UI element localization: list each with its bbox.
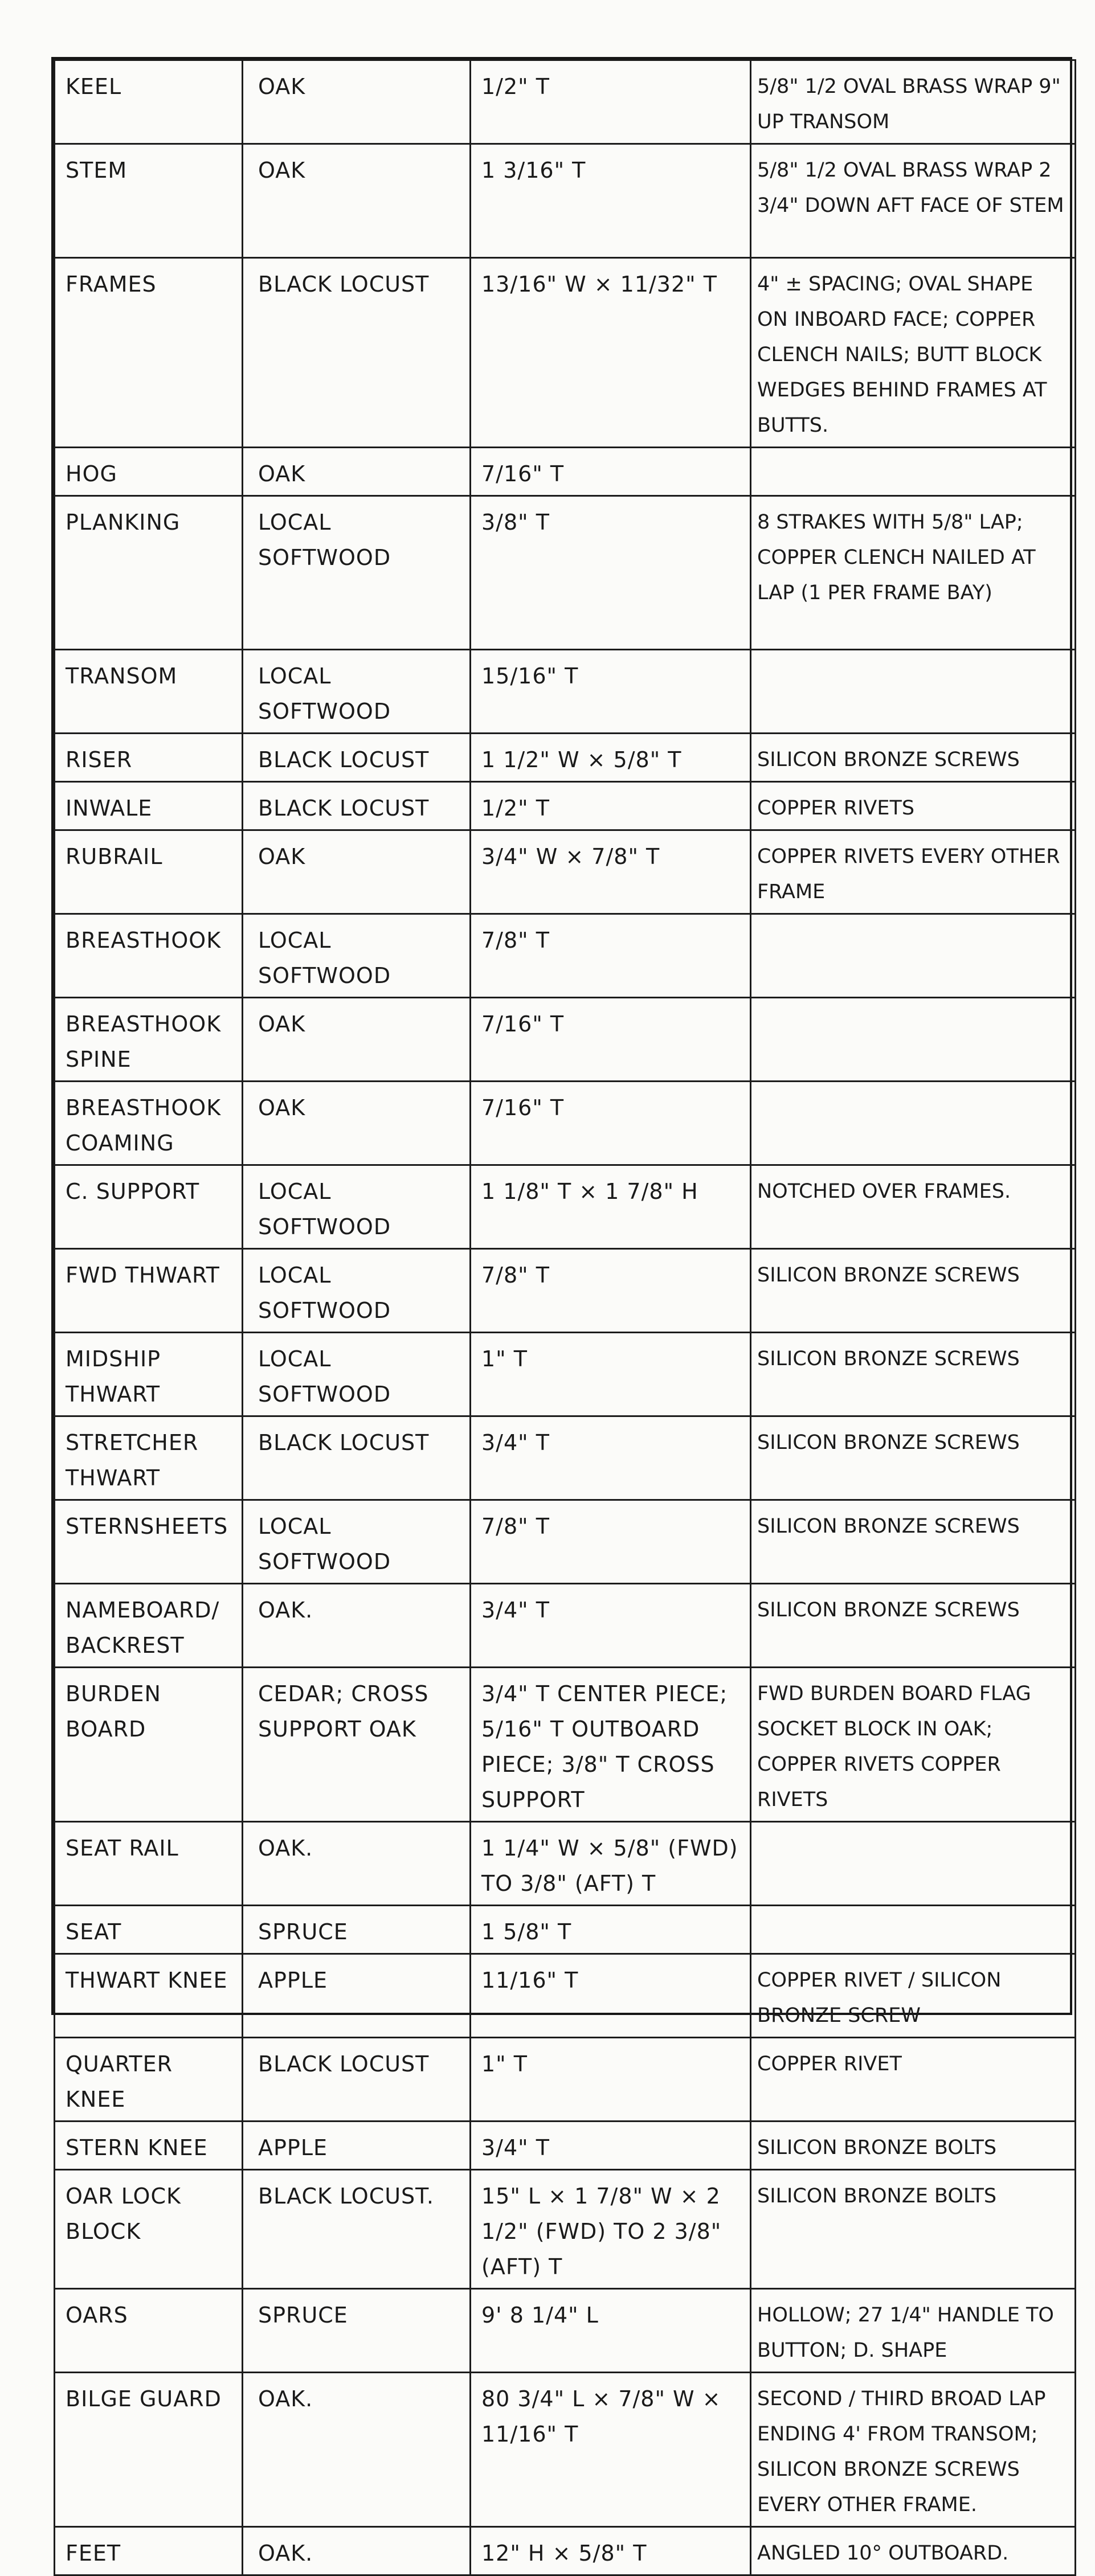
notes-cell: [751, 998, 1076, 1082]
dimensions-cell: 11/16" T: [471, 1954, 751, 2038]
material-cell: CEDAR; CROSS SUPPORT OAK: [243, 1668, 471, 1822]
table-row: [55, 60, 1076, 144]
dimensions-cell: 1" T: [471, 1333, 751, 1416]
notes-cell: [751, 1822, 1076, 1906]
member-cell: STERN KNEE: [55, 2122, 243, 2170]
member-cell: BURDEN BOARD: [55, 1668, 243, 1822]
table-row: [55, 1822, 1076, 1906]
notes-cell: SILICON BRONZE SCREWS: [751, 1584, 1076, 1668]
material-cell: OAK: [243, 60, 471, 144]
notes-cell: SILICON BRONZE SCREWS: [751, 1500, 1076, 1584]
member-cell: C. SUPPORT: [55, 1165, 243, 1249]
member-cell: MIDSHIP THWART: [55, 1333, 243, 1416]
dimensions-cell: 1" T: [471, 2038, 751, 2122]
dimensions-cell: 3/4" T: [471, 1416, 751, 1500]
table-row: [55, 1165, 1076, 1249]
member-cell: TRANSOM: [55, 650, 243, 734]
notes-cell: [751, 1906, 1076, 1954]
member-cell: SEAT RAIL: [55, 1822, 243, 1906]
table-row: [55, 144, 1076, 258]
member-cell: FRAMES: [55, 258, 243, 448]
material-cell: LOCAL SOFTWOOD: [243, 1249, 471, 1333]
material-cell: BLACK LOCUST: [243, 258, 471, 448]
dimensions-cell: 3/8" T: [471, 496, 751, 650]
material-cell: OAK.: [243, 1584, 471, 1668]
notes-cell: 5/8" 1/2 OVAL BRASS WRAP 2 3/4" DOWN AFT FACE OF STEM: [751, 144, 1076, 258]
notes-cell: HOLLOW; 27 1/4" HANDLE TO BUTTON; D. SHAPE: [751, 2289, 1076, 2373]
notes-cell: COPPER RIVET: [751, 2038, 1076, 2122]
dimensions-cell: 7/8" T: [471, 1249, 751, 1333]
material-cell: LOCAL SOFTWOOD: [243, 496, 471, 650]
material-cell: OAK: [243, 998, 471, 1082]
member-cell: NAMEBOARD/ BACKREST: [55, 1584, 243, 1668]
table-row: [55, 2038, 1076, 2122]
member-cell: BREASTHOOK SPINE: [55, 998, 243, 1082]
dimensions-cell: 15" L × 1 7/8" W × 2 1/2" (FWD) TO 2 3/8" (AFT) T: [471, 2170, 751, 2289]
table-row: [55, 1082, 1076, 1165]
table-row: [55, 496, 1076, 650]
member-cell: BREASTHOOK: [55, 914, 243, 998]
material-cell: LOCAL SOFTWOOD: [243, 1500, 471, 1584]
member-cell: FEET: [55, 2527, 243, 2575]
notes-cell: COPPER RIVETS EVERY OTHER FRAME: [751, 830, 1076, 914]
table-row: [55, 2289, 1076, 2373]
table-row: [55, 1668, 1076, 1822]
member-cell: BILGE GUARD: [55, 2373, 243, 2527]
dimensions-cell: 9' 8 1/4" L: [471, 2289, 751, 2373]
table-row: [55, 2122, 1076, 2170]
member-cell: RISER: [55, 734, 243, 782]
table-row: [55, 1906, 1076, 1954]
material-cell: LOCAL SOFTWOOD: [243, 1333, 471, 1416]
dimensions-cell: 7/16" T: [471, 1082, 751, 1165]
material-cell: OAK: [243, 1082, 471, 1165]
member-cell: FWD THWART: [55, 1249, 243, 1333]
material-cell: OAK: [243, 830, 471, 914]
table-row: [55, 830, 1076, 914]
notes-cell: NOTCHED OVER FRAMES.: [751, 1165, 1076, 1249]
table-row: [55, 1584, 1076, 1668]
table-row: [55, 914, 1076, 998]
notes-cell: SILICON BRONZE SCREWS: [751, 1333, 1076, 1416]
dimensions-cell: 7/16" T: [471, 448, 751, 496]
material-cell: BLACK LOCUST: [243, 1416, 471, 1500]
notes-cell: SILICON BRONZE SCREWS: [751, 734, 1076, 782]
member-cell: QUARTER KNEE: [55, 2038, 243, 2122]
material-cell: LOCAL SOFTWOOD: [243, 650, 471, 734]
member-cell: OAR LOCK BLOCK: [55, 2170, 243, 2289]
material-cell: SPRUCE: [243, 2289, 471, 2373]
dimensions-cell: 1/2" T: [471, 60, 751, 144]
member-cell: STRETCHER THWART: [55, 1416, 243, 1500]
material-cell: APPLE: [243, 2122, 471, 2170]
member-cell: KEEL: [55, 60, 243, 144]
scantling-rows: [55, 60, 1076, 2575]
dimensions-cell: 7/8" T: [471, 1500, 751, 1584]
notes-cell: [751, 650, 1076, 734]
member-cell: PLANKING: [55, 496, 243, 650]
notes-cell: SILICON BRONZE SCREWS: [751, 1249, 1076, 1333]
notes-cell: 5/8" 1/2 OVAL BRASS WRAP 9" UP TRANSOM: [751, 60, 1076, 144]
dimensions-cell: 1 3/16" T: [471, 144, 751, 258]
dimensions-cell: 1/2" T: [471, 782, 751, 830]
member-cell: SEAT: [55, 1906, 243, 1954]
table-row: [55, 2373, 1076, 2527]
dimensions-cell: 12" H × 5/8" T: [471, 2527, 751, 2575]
notes-cell: 4" ± SPACING; OVAL SHAPE ON INBOARD FACE; COPPER CLENCH NAILS; BUTT BLOCK WEDGES BEHIND FRAMES AT BUTTS.: [751, 258, 1076, 448]
scantling-table: [54, 59, 1076, 2576]
table-row: [55, 1500, 1076, 1584]
member-cell: INWALE: [55, 782, 243, 830]
dimensions-cell: 3/4" T: [471, 1584, 751, 1668]
material-cell: BLACK LOCUST: [243, 734, 471, 782]
dimensions-cell: 7/16" T: [471, 998, 751, 1082]
table-row: [55, 2170, 1076, 2289]
material-cell: OAK.: [243, 2527, 471, 2575]
material-cell: BLACK LOCUST.: [243, 2170, 471, 2289]
dimensions-cell: 3/4" W × 7/8" T: [471, 830, 751, 914]
member-cell: RUBRAIL: [55, 830, 243, 914]
table-row: [55, 782, 1076, 830]
material-cell: OAK: [243, 448, 471, 496]
member-cell: THWART KNEE: [55, 1954, 243, 2038]
dimensions-cell: 13/16" W × 11/32" T: [471, 258, 751, 448]
notes-cell: SILICON BRONZE SCREWS: [751, 1416, 1076, 1500]
notes-cell: SILICON BRONZE BOLTS: [751, 2122, 1076, 2170]
dimensions-cell: 1 5/8" T: [471, 1906, 751, 1954]
material-cell: BLACK LOCUST: [243, 782, 471, 830]
notes-cell: [751, 448, 1076, 496]
member-cell: OARS: [55, 2289, 243, 2373]
notes-cell: FWD BURDEN BOARD FLAG SOCKET BLOCK IN OAK; COPPER RIVETS COPPER RIVETS: [751, 1668, 1076, 1822]
notes-cell: [751, 1082, 1076, 1165]
material-cell: SPRUCE: [243, 1906, 471, 1954]
table-row: [55, 998, 1076, 1082]
dimensions-cell: 1 1/2" W × 5/8" T: [471, 734, 751, 782]
notes-cell: SILICON BRONZE BOLTS: [751, 2170, 1076, 2289]
member-cell: STERNSHEETS: [55, 1500, 243, 1584]
notes-cell: [751, 914, 1076, 998]
table-row: [55, 1416, 1076, 1500]
table-row: [55, 650, 1076, 734]
dimensions-cell: 1 1/8" T × 1 7/8" H: [471, 1165, 751, 1249]
material-cell: OAK.: [243, 1822, 471, 1906]
member-cell: STEM: [55, 144, 243, 258]
material-cell: LOCAL SOFTWOOD: [243, 1165, 471, 1249]
table-row: [55, 448, 1076, 496]
member-cell: HOG: [55, 448, 243, 496]
dimensions-cell: 1 1/4" W × 5/8" (FWD) TO 3/8" (AFT) T: [471, 1822, 751, 1906]
notes-cell: ANGLED 10° OUTBOARD.: [751, 2527, 1076, 2575]
notes-cell: SECOND / THIRD BROAD LAP ENDING 4' FROM TRANSOM; SILICON BRONZE SCREWS EVERY OTHER FRAME.: [751, 2373, 1076, 2527]
dimensions-cell: 7/8" T: [471, 914, 751, 998]
notes-cell: COPPER RIVETS: [751, 782, 1076, 830]
scantling-sheet: [51, 57, 1072, 2566]
material-cell: OAK.: [243, 2373, 471, 2527]
member-cell: BREASTHOOK COAMING: [55, 1082, 243, 1165]
table-row: [55, 1333, 1076, 1416]
dimensions-cell: 15/16" T: [471, 650, 751, 734]
notes-cell: 8 STRAKES WITH 5/8" LAP; COPPER CLENCH NAILED AT LAP (1 PER FRAME BAY): [751, 496, 1076, 650]
material-cell: OAK: [243, 144, 471, 258]
material-cell: LOCAL SOFTWOOD: [243, 914, 471, 998]
table-row: [55, 258, 1076, 448]
table-row: [55, 1954, 1076, 2038]
dimensions-cell: 3/4" T CENTER PIECE; 5/16" T OUTBOARD PIECE; 3/8" T CROSS SUPPORT: [471, 1668, 751, 1822]
notes-cell: COPPER RIVET / SILICON BRONZE SCREW: [751, 1954, 1076, 2038]
table-row: [55, 1249, 1076, 1333]
dimensions-cell: 3/4" T: [471, 2122, 751, 2170]
material-cell: BLACK LOCUST: [243, 2038, 471, 2122]
dimensions-cell: 80 3/4" L × 7/8" W × 11/16" T: [471, 2373, 751, 2527]
material-cell: APPLE: [243, 1954, 471, 2038]
table-row: [55, 2527, 1076, 2575]
table-row: [55, 734, 1076, 782]
